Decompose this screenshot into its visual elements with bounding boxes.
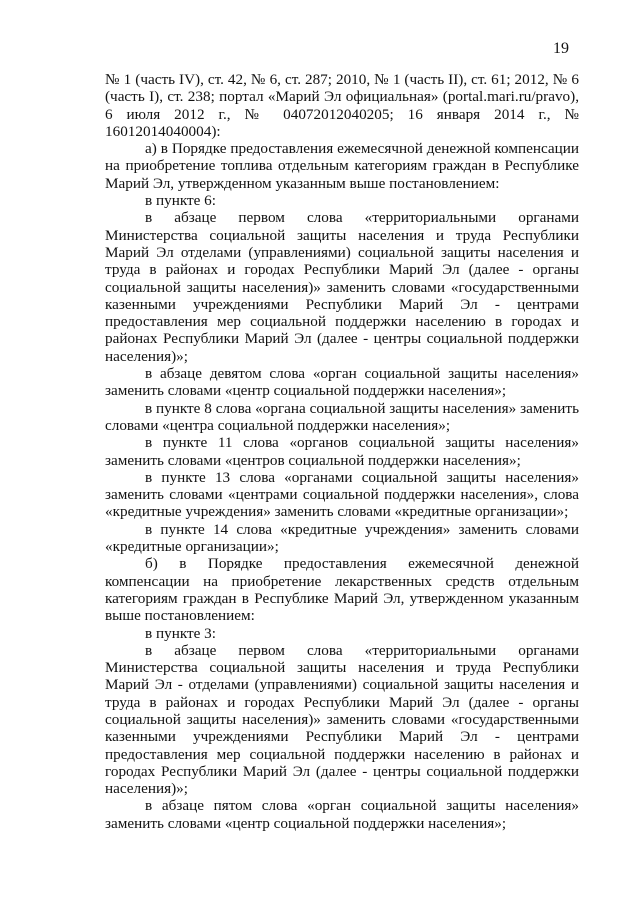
document-body: [105, 71, 579, 832]
paragraph-item-a: а) в Порядке предоставления ежемесячной денежной компенсации на приобретение топлива отдельным категориям граждан в Республике Марий Эл, утвержденном указанным выше постановлением:: [105, 140, 579, 192]
paragraph-point-13: в пункте 13 слова «органами социальной защиты населения» заменить словами «центрами социальной поддержки населения», слова «кредитные учреждения» заменить словами «кредитные организации»;: [105, 468, 579, 521]
paragraph-point-8: в пункте 8 слова «органа социальной защиты населения» заменить словами «центра социальной поддержки населения»;: [105, 399, 579, 434]
paragraph-point-6-first-abzac: в абзаце первом слова «территориальными органами Министерства социальной защиты населения и труда Республики Марий Эл отделами (управлениями) социальной защиты населения и труда в районах и городах Республики Марий Эл (далее - органы социальной защиты населения)» заменить словами «государственными казенными учреждениями Республики Марий Эл - центрами предоставления мер социальной поддержки населению в городах и районах Республики Марий Эл (далее - центры социальной поддержки населения)»;: [105, 209, 579, 365]
paragraph-point-6-ninth-abzac: в абзаце девятом слова «орган социальной защиты населения» заменить словами «центр социальной поддержки населения»;: [105, 365, 579, 400]
paragraph-point-6-heading: в пункте 6:: [145, 192, 216, 210]
paragraph-item-b: б) в Порядке предоставления ежемесячной денежной компенсации на приобретение лекарственных средств отдельным категориям граждан в Республике Марий Эл, утвержденном указанным выше постановлением:: [105, 555, 579, 625]
paragraph-citation-continuation: № 1 (часть IV), ст. 42, № 6, ст. 287; 2010, № 1 (часть II), ст. 61; 2012, № 6 (часть I), ст. 238; портал «Марий Эл официальная» (portal.mari.ru/pravo), 6 июля 2012 г., № 04072012040205; 16 января 2014 г., № 16012014040004):: [105, 71, 579, 140]
paragraph-point-11: в пункте 11 слова «органов социальной защиты населения» заменить словами «центров социальной поддержки населения»;: [105, 434, 579, 469]
paragraph-point-14: в пункте 14 слова «кредитные учреждения» заменить словами «кредитные организации»;: [105, 520, 579, 556]
paragraph-point-3-heading: в пункте 3:: [145, 624, 216, 642]
paragraph-point-3-fifth-abzac: в абзаце пятом слова «орган социальной защиты населения» заменить словами «центр социальной поддержки населения»;: [105, 797, 579, 832]
paragraph-point-3-first-abzac: в абзаце первом слова «территориальными органами Министерства социальной защиты населения и труда Республики Марий Эл - отделами (управлениями) социальной защиты населения и труда в районах и городах Республики Марий Эл (далее - органы социальной защиты населения)» заменить словами «государственными казенными учреждениями Республики Марий Эл - центрами предоставления мер социальной поддержки населению в районах и городах Республики Марий Эл (далее - центры социальной поддержки населения)»;: [105, 641, 579, 798]
page-number: 19: [553, 40, 569, 57]
